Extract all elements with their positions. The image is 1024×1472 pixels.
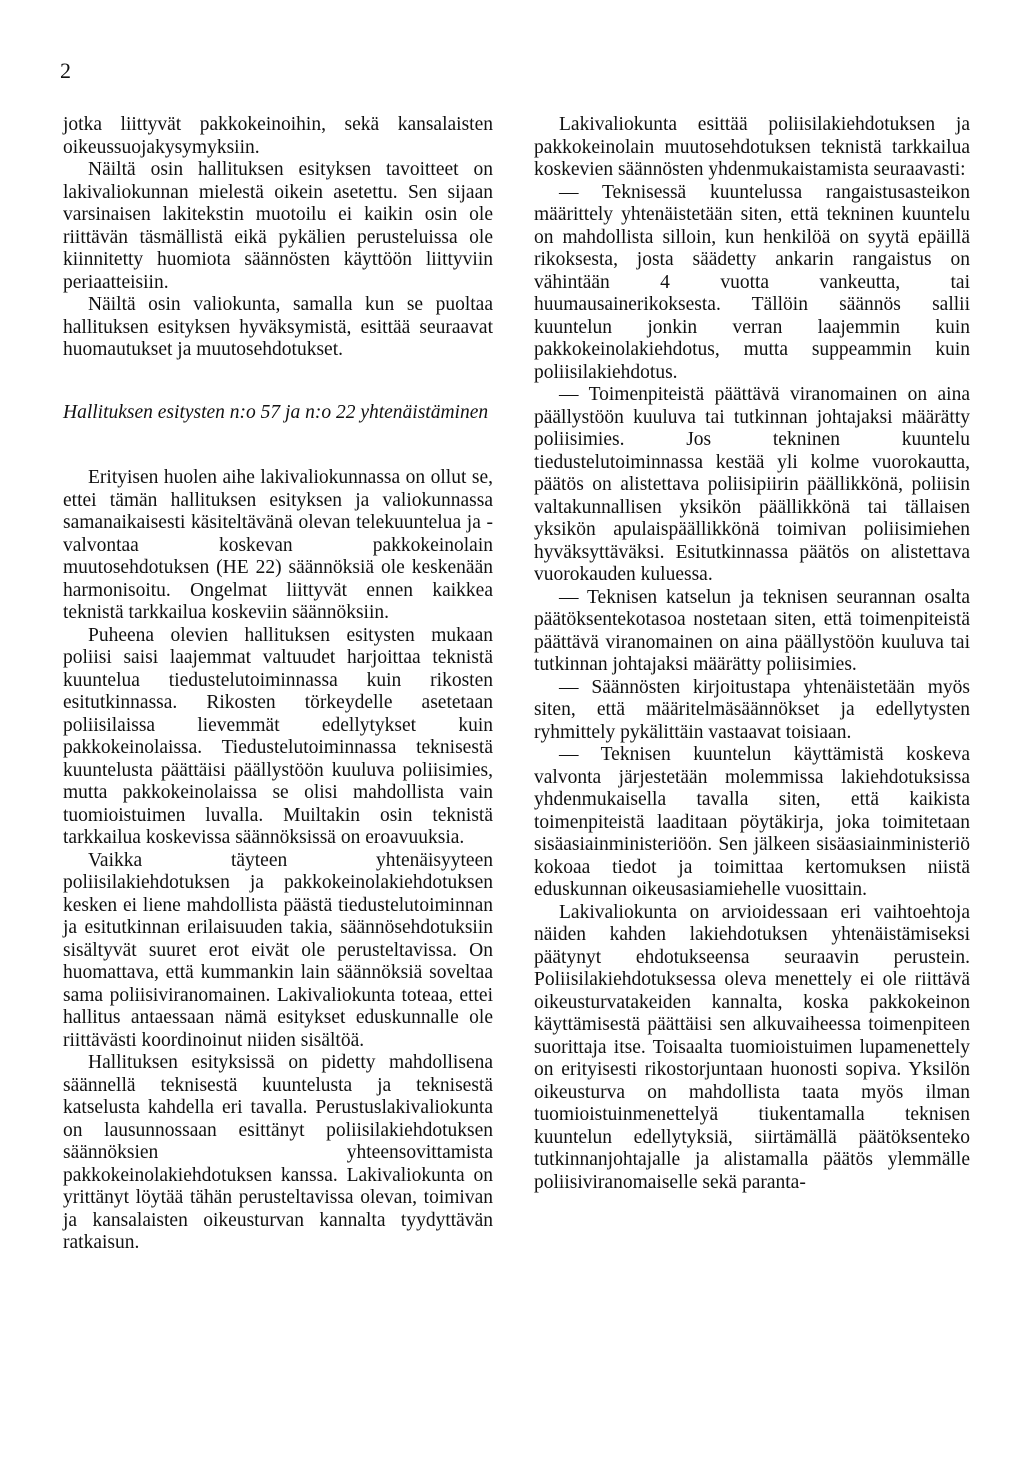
list-item: — Teknisen katselun ja teknisen seurannan osalta päätöksentekotasoa nostetaan siten, että toimenpiteistä päättävä viranomainen on aina päällystöön kuuluva tai tutkinnan johtajaksi määrätty poliisimies. bbox=[534, 586, 970, 675]
paragraph: jotka liittyvät pakkokeinoihin, sekä kansalaisten oikeussuojakysymyksiin. bbox=[63, 114, 493, 158]
paragraph: Puheena olevien hallituksen esitysten mukaan poliisi saisi laajemmat valtuudet harjoittaa teknistä kuuntelua tiedustelutoiminnassa kuin rikosten esitutkinnassa. Rikosten törkeydelle asetetaan poliisilaissa lievemmät edellytykset kuin pakkokeinolaissa. Tiedustelutoiminnassa teknisestä kuuntelusta päättäisi päällystöön kuuluva poliisimies, mutta pakkokeinolaissa se olisi mahdollista vain tuomioistuimen luvalla. Muiltakin osin teknistä tarkkailua koskevissa säännöksissä on eroavuuksia. bbox=[63, 624, 493, 848]
right-column bbox=[534, 114, 970, 1194]
paragraph: Hallituksen esityksissä on pidetty mahdollisena säännellä teknisestä kuuntelusta ja teknisestä katselusta kahdella eri tavalla. Perustuslakivaliokunta on lausunnossaan esittänyt poliisilakiehdotuksen säännöksien yhteensovittamista pakkokeinolakiehdotuksen kanssa. Lakivaliokunta on yrittänyt löytää tähän perusteltavissa olevan, toimivan ja kansalaisten oikeusturvan kannalta tyydyttävän ratkaisun. bbox=[63, 1052, 493, 1253]
paragraph: Erityisen huolen aihe lakivaliokunnassa on ollut se, ettei tämän hallituksen esityksen ja valiokunnassa samanaikaisesti käsiteltävänä olevan telekuuntelua ja -valvontaa koskevan pakkokeinolain muutosehdotuksen (HE 22) säännöksiä ole keskenään harmonisoitu. Ongelmat liittyvät ennen kaikkea teknistä tarkkailua koskeviin säännöksiin. bbox=[63, 467, 493, 623]
section-heading: Hallituksen esitysten n:o 57 ja n:o 22 yhtenäistäminen bbox=[63, 401, 489, 423]
list-item: — Teknisessä kuuntelussa rangaistusasteikon määrittely yhtenäistetään siten, että tekninen kuuntelu on mahdollista silloin, kun henkilöä on syytä epäillä rikoksesta, josta säädetty ankarin rangaistus on vähintään 4 vuotta vankeutta, tai huumausainerikoksesta. Tällöin säännös sallii kuuntelun jonkin verran laajemmin kuin pakkokeinolakiehdotus, mutta suppeammin kuin poliisilakiehdotus. bbox=[534, 181, 970, 383]
page-number: 2 bbox=[60, 58, 71, 83]
paragraph: Lakivaliokunta esittää poliisilakiehdotuksen ja pakkokeinolain muutosehdotuksen teknistä tarkkailua koskevien säännösten yhdenmukaistamista seuraavasti: bbox=[534, 114, 970, 180]
list-item: — Säännösten kirjoitustapa yhtenäistetään myös siten, että määritelmäsäännökset ja edellytysten ryhmittely pykälittäin vastaavat toisiaan. bbox=[534, 676, 970, 743]
list-item: — Teknisen kuuntelun käyttämistä koskeva valvonta järjestetään molemmissa lakiehdotuksissa yhdenmukaisella tavalla siten, että kaikista toimenpiteistä laaditaan pöytäkirja, joka toimitetaan sisäasiainministeriöön. Sen jälkeen sisäasiainministeriö kokoaa tiedot ja toimittaa kertomuksen niistä eduskunnan oikeusasiamiehelle vuosittain. bbox=[534, 744, 970, 900]
list-item: — Toimenpiteistä päättävä viranomainen on aina päällystöön kuuluva tai tutkinnan johtajaksi määrätty poliisimies. Jos tekninen kuuntelu tiedustelutoiminnassa kestää yli kolme vuorokautta, päätös on alistettava poliisipiirin päällikkönä, poliisin valtakunnallisen yksikön päällikkönä tai tällaisen yksikön apulaispäällikkönä toimivan poliisimiehen hyväksyttäväksi. Esitutkinnassa päätös on alistettava vuorokauden kuluessa. bbox=[534, 384, 970, 585]
paragraph: Näiltä osin valiokunta, samalla kun se puoltaa hallituksen esityksen hyväksymistä, esittää seuraavat huomautukset ja muutosehdotukset. bbox=[63, 294, 493, 360]
paragraph: Näiltä osin hallituksen esityksen tavoitteet on lakivaliokunnan mielestä oikein asetettu. Sen sijaan varsinaisen lakitekstin muotoilu ei kaikin osin ole riittävän täsmällistä eikä pykälien perusteluissa ole kiinnitetty huomiota säännösten käyttöön liittyviin periaatteisiin. bbox=[63, 159, 493, 293]
paragraph: Vaikka täyteen yhtenäisyyteen poliisilakiehdotuksen ja pakkokeinolakiehdotuksen kesken ei liene mahdollista päästä tiedustelutoiminnan ja esitutkinnan erilaisuuden takia, säännösehdotuksiin sisältyvät suuret erot eivät ole perusteltavissa. On huomattava, että kummankin lain säännöksiä soveltaa sama poliisiviranomainen. Lakivaliokunta toteaa, ettei hallitus antaessaan nämä esitykset eduskunnalle ole riittävästi koordinoinut niiden sisältöä. bbox=[63, 849, 493, 1051]
paragraph: Lakivaliokunta on arvioidessaan eri vaihtoehtoja näiden kahden lakiehdotuksen yhtenäistämiseksi päätynyt ehdotukseensa seuraavin perustein. Poliisilakiehdotuksessa oleva menettely ei ole riittävä oikeusturvatakeiden kannalta, koska pakkokeinon käyttämisestä päättäisi sen alkuvaiheessa toimenpiteen suorittaja itse. Toisaalta tuomioistuimen lupamenettely on erityisesti rikostorjuntaan huonosti sopiva. Yksilön oikeusturva on mahdollista taata myös ilman tuomioistuinmenettelyä tiukentamalla teknisen kuuntelun edellytyksiä, siirtämällä päätöksenteko tutkinnanjohtajalle ja alistamalla päätös ylemmälle poliisiviranomaiselle sekä paranta- bbox=[534, 901, 970, 1193]
left-column bbox=[63, 114, 493, 1255]
